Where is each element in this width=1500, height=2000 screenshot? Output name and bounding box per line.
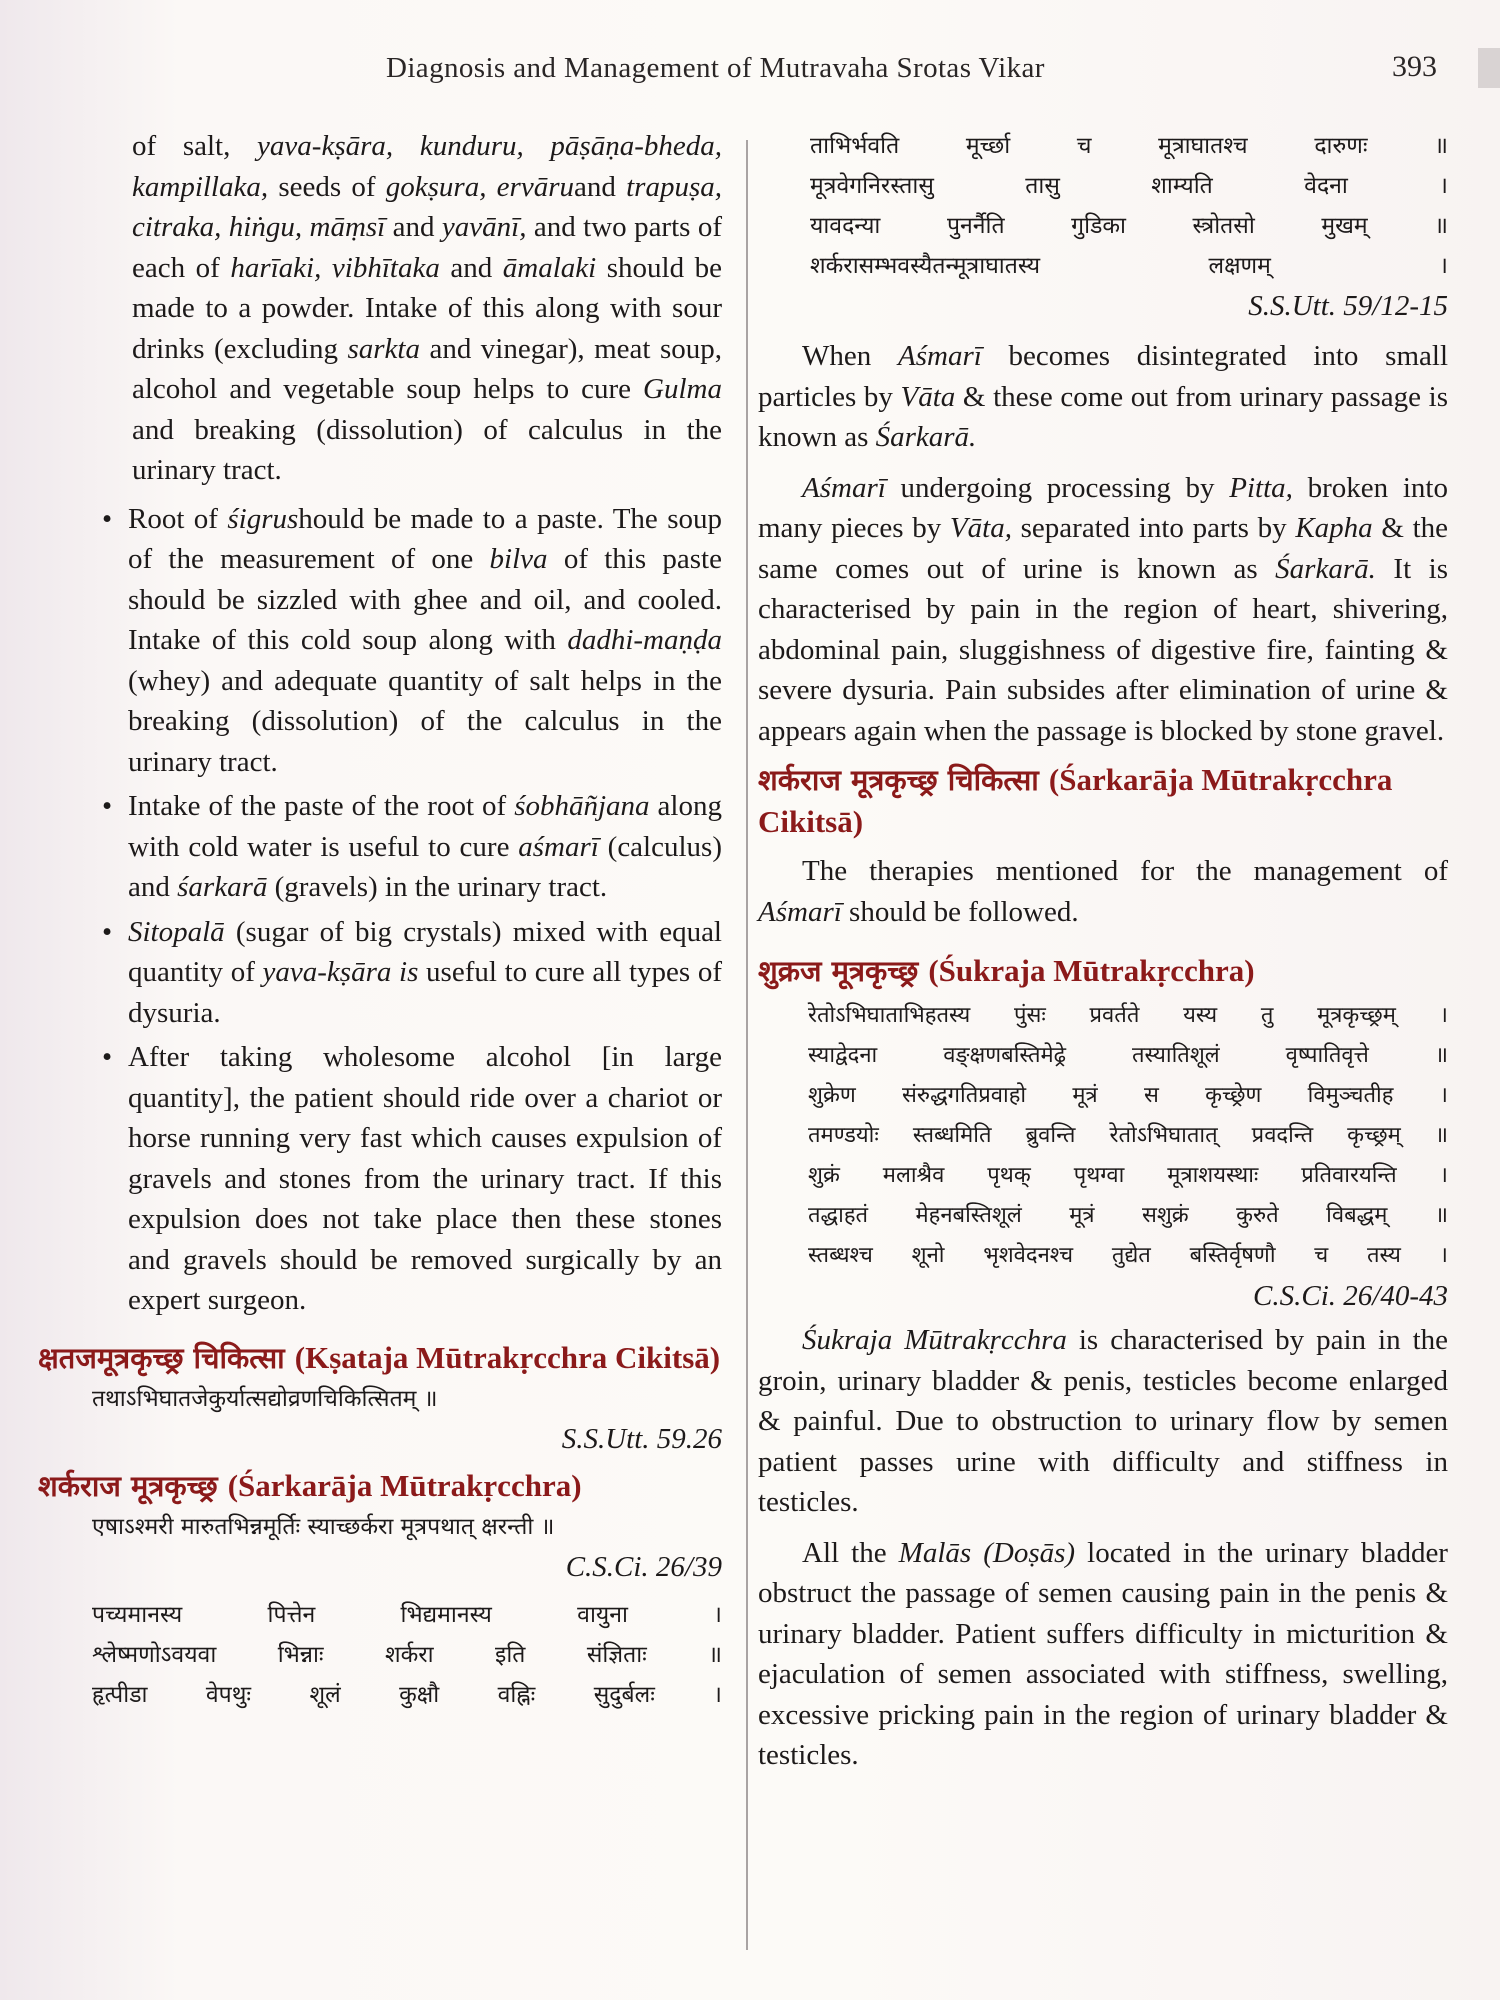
body-paragraph: Śukraja Mūtrakṛcchra is characterised by pain in the groin, urinary bladder & penis, testicles become enlarged & painful. Due to obstruction to urinary flow by semen patient passes urine with difficulty and stiffness in testicles. (758, 1324, 1448, 1518)
verse-line: स्तब्धश्च शूनो भृशवेदनश्च तुद्येत बस्तिर्वृषणौ च तस्य । (808, 1243, 1448, 1268)
bullet-icon: • (102, 915, 113, 948)
page-number: 393 (1392, 50, 1437, 83)
italic-term: Śarkarā. (875, 421, 977, 453)
verse-line: हृत्पीडा वेपथुः शूलं कुक्षौ वह्निः सुदुर्बलः । (92, 1681, 722, 1708)
verse-reference: S.S.Utt. 59.26 (561, 1422, 722, 1455)
italic-term: sarkta (347, 332, 420, 365)
bullet-text: After taking wholesome alcohol [in large quantity], the patient should ride over a chariot or horse running very fast which causes expulsion of gravels and stones from the urinary tract. If this expulsion does not take place then these stones and gravels should be removed surgically by an expert surgeon. (128, 1041, 722, 1316)
italic-term: trapuṣa, citraka, hiṅgu, māṃsī (132, 170, 722, 243)
verse-line: स्याद्वेदना वङ्क्षणबस्तिमेढ्रे तस्यातिशूलं वृष्पातिवृत्ते ॥ (808, 1043, 1448, 1068)
italic-term: Vāta (900, 380, 956, 413)
heading-latin: (Śarkarāja Mūtrakṛcchra) (227, 1467, 582, 1503)
italic-term: Pitta, (1229, 471, 1293, 504)
bullet-text: Sitopalā (sugar of big crystals) mixed with equal quantity of yava-kṣāra is useful to cure all types of dysuria. (128, 915, 723, 1029)
italic-term: yava-kṣāra, kunduru, pāṣāṇa-bheda, (257, 130, 722, 162)
heading-devanagari: शर्कराज मूत्रकृच्छ्र (38, 1468, 228, 1503)
verse-line: तमण्डयोः स्तब्धमिति ब्रुवन्ति रेतोऽभिघातात् प्रवदन्ति कृच्छ्रम् ॥ (808, 1123, 1448, 1148)
bullet-icon: • (102, 502, 113, 535)
heading-latin: (Kṣataja Mūtrakṛcchra Cikitsā) (294, 1339, 721, 1375)
italic-term: Aśmarī (758, 895, 842, 928)
verse-reference: C.S.Ci. 26/39 (565, 1550, 722, 1583)
verse-reference: S.S.Utt. 59/12-15 (1248, 290, 1448, 322)
bullet-item (38, 499, 722, 783)
italic-term: śigrus (227, 502, 299, 535)
italic-term: Malās (Doṣās) (898, 1536, 1076, 1569)
verse-line: यावदन्या पुनर्नैति गुडिका स्त्रोतसो मुखम् ॥ (810, 213, 1448, 239)
italic-term: Śarkarā. (1275, 552, 1376, 585)
italic-term: Aśmarī (802, 471, 886, 504)
verse-line: तद्धाहतं मेहनबस्तिशूलं मूत्रं सशुक्रं कुरुते विबद्धम् ॥ (808, 1203, 1448, 1228)
verse-line: तथाऽभिघातजेकुर्यात्सद्योव्रणचिकित्सितम् ॥ (92, 1385, 438, 1412)
italic-term: yavānī, (441, 211, 527, 243)
column-divider (746, 140, 748, 1950)
italic-term: yava-kṣāra is (262, 956, 419, 988)
verse-line: शुक्रं मलाश्रैव पृथक् पृथग्वा मूत्राशयस्थाः प्रतिवारयन्ति । (808, 1163, 1448, 1188)
heading-ksataja-cikitsa (38, 1337, 722, 1379)
verse-line: श्लेष्मणोऽवयवा भिन्नाः शर्करा इति संज्ञिताः ॥ (92, 1641, 722, 1668)
verse-line: शर्करासम्भवस्यैतन्मूत्राघातस्य लक्षणम् । (810, 253, 1448, 279)
heading-devanagari: शुक्रज मूत्रकृच्छ्र (758, 954, 929, 988)
italic-term: Śukraja Mūtrakṛcchra (802, 1324, 1067, 1356)
body-paragraph: The therapies mentioned for the management of Aśmarī should be followed. (758, 855, 1448, 928)
verse-line: शुक्रेण संरुद्धगतिप्रवाहो मूत्रं स कृच्छ्रेण विमुञ्चतीह । (808, 1083, 1448, 1108)
bullet-icon: • (102, 790, 113, 822)
body-paragraph: All the Malās (Doṣās) located in the urinary bladder obstruct the passage of semen causing pain in the penis & urinary bladder. Patient suffers difficulty in micturition & ejaculation of semen associated with stiffness, swelling, excessive pricking pain in the region of urinary bladder & testicles. (758, 1536, 1448, 1771)
left-column (38, 126, 722, 1715)
running-header (0, 48, 1500, 96)
bullet-item (38, 912, 722, 1034)
heading-devanagari: शर्कराज मूत्रकृच्छ्र चिकित्सा (758, 763, 1049, 797)
heading-devanagari: क्षतजमूत्रकृच्छ्र चिकित्सा (38, 1340, 295, 1375)
italic-term: Kapha (1295, 512, 1373, 544)
heading-sukraja (758, 950, 1448, 992)
italic-term: śobhāñjana (514, 790, 650, 822)
bullet-text: Root of śigrushould be made to a paste. The soup of the measurement of one bilva of this paste should be sizzled with ghee and oil, and cooled. Intake of this cold soup along with dadhi-maṇḍa (whey) and adequate quantity of salt helps in the breaking (dissolution) of the calculus in the urinary tract. (128, 502, 722, 778)
heading-sarkaraja-cikitsa (758, 759, 1448, 843)
heading-sarkaraja (38, 1465, 722, 1507)
italic-term: gokṣura, ervāru (385, 170, 574, 203)
edge-tab (1478, 48, 1500, 88)
verse-reference: C.S.Ci. 26/40-43 (1253, 1280, 1448, 1312)
bullet-item (38, 1037, 722, 1321)
intro-paragraph: of salt, yava-kṣāra, kunduru, pāṣāṇa-bheda, kampillaka, seeds of gokṣura, ervāruand trapuṣa, citraka, hiṅgu, māṃsī and yavānī, and two parts of each of harīaki, vibhītaka and āmalaki should be made to a powder. Intake of this along with sour drinks (excluding sarkta and vinegar), meat soup, alcohol and vegetable soup helps to cure Gulma and breaking (dissolution) of calculus in the urinary tract. (132, 130, 723, 486)
italic-term: śarkarā (177, 871, 268, 903)
italic-term: kampillaka, (132, 170, 269, 203)
right-column (758, 126, 1448, 1776)
italic-term: Vāta, (949, 512, 1012, 544)
heading-latin: (Śarkarāja Mūtrakṛcchra Cikitsā) (758, 762, 1393, 839)
verse-line: एषाऽश्मरी मारुतभिन्नमूर्तिः स्याच्छर्करा मूत्रपथात् क्षरन्ती ॥ (92, 1513, 555, 1540)
italic-term: āmalaki (502, 251, 597, 284)
body-paragraph: When Aśmarī becomes disintegrated into small particles by Vāta & these come out from urinary passage is known as Śarkarā. (758, 340, 1448, 453)
verse-line: रेतोऽभिघाताभिहतस्य पुंसः प्रवर्तते यस्य तु मूत्रकृच्छ्रम् । (808, 1003, 1448, 1028)
bullet-icon: • (102, 1041, 113, 1073)
italic-term: Sitopalā (128, 915, 225, 948)
body-paragraph: Aśmarī undergoing processing by Pitta, broken into many pieces by Vāta, separated into parts by Kapha & the same comes out of urine is known as Śarkarā. It is characterised by pain in the region of heart, shivering, abdominal pain, sluggishness of digestive fire, fainting & severe dysuria. Pain subsides after elimination of urine & appears again when the passage is blocked by stone gravel. (758, 471, 1448, 747)
running-title: Diagnosis and Management of Mutravaha Srotas Vikar (386, 52, 1045, 84)
italic-term: bilva (489, 543, 548, 575)
bullet-text: Intake of the paste of the root of śobhāñjana along with cold water is useful to cure aśmarī (calculus) and śarkarā (gravels) in the urinary tract. (128, 790, 722, 903)
italic-term: harīaki, vibhītaka (230, 251, 440, 284)
verse-line: ताभिर्भवति मूर्च्छा च मूत्राघातश्च दारुणः ॥ (810, 133, 1448, 159)
italic-term: dadhi-maṇḍa (567, 624, 722, 656)
italic-term: Aśmarī (898, 340, 982, 372)
italic-term: aśmarī (518, 830, 599, 863)
italic-term: Gulma (643, 373, 722, 405)
bullet-item (38, 786, 722, 908)
verse-line: पच्यमानस्य पित्तेन भिद्यमानस्य वायुना । (92, 1601, 722, 1628)
verse-line: मूत्रवेगनिरस्तासु तासु शाम्यति वेदना । (810, 173, 1448, 199)
heading-latin: (Śukraja Mūtrakṛcchra) (928, 953, 1255, 988)
